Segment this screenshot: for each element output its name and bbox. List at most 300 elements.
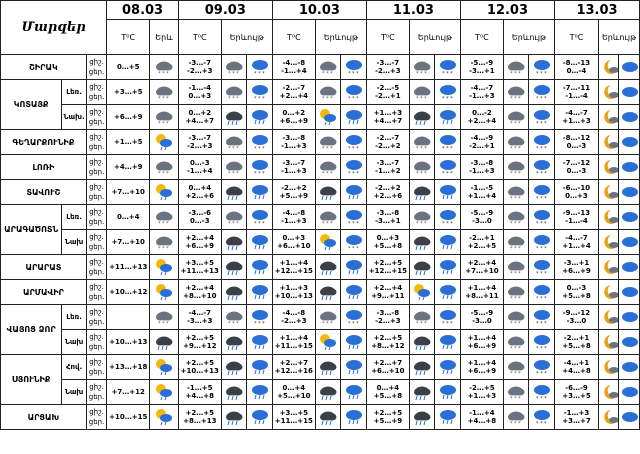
- temp-header: T⁰C: [366, 20, 409, 55]
- svg-text:* * *: * * *: [416, 171, 427, 176]
- svg-text:* * *: * * *: [347, 321, 359, 326]
- svg-text:* * *: * * *: [158, 221, 169, 226]
- cloud-snow-icon: [315, 155, 341, 180]
- svg-text:* * *: * * *: [253, 321, 265, 326]
- svg-text:* * *: * * *: [510, 246, 521, 251]
- table-row: [1, 155, 640, 180]
- day-night-label: [86, 255, 106, 280]
- temperature-cell: 0…+4: [107, 205, 150, 230]
- temperature-cell: 0…+5: [107, 55, 150, 80]
- svg-text:* * *: * * *: [347, 246, 359, 251]
- rain-icon: [435, 105, 461, 130]
- svg-text:* * *: * * *: [535, 71, 547, 76]
- region-name: ՏԱՎՈՒՇ: [1, 180, 87, 205]
- temperature-cell: +2…+5 +9…+12: [178, 330, 221, 355]
- snow-icon: [529, 55, 555, 80]
- phen-header: Երևույթ: [221, 20, 272, 55]
- day-night-label: [86, 55, 106, 80]
- svg-text:* * *: * * *: [510, 321, 521, 326]
- cloud-snow-icon: [150, 55, 179, 80]
- svg-text:* * *: * * *: [441, 71, 453, 76]
- cloud-snow-icon: [221, 305, 247, 330]
- svg-text:* * *: * * *: [347, 146, 359, 151]
- table-row: [1, 255, 640, 280]
- rain-icon: [247, 230, 273, 255]
- region-name: ԱՐԱԳԱԾՈՏՆ: [1, 205, 62, 255]
- cloud-snow-icon: [503, 155, 529, 180]
- temperature-cell: -2…+2 +5…+9: [272, 180, 315, 205]
- temperature-cell: -2…-7 +2…+4: [272, 80, 315, 105]
- snow-icon: [247, 205, 273, 230]
- day-night-label: [86, 155, 106, 180]
- svg-text:* * *: * * *: [510, 71, 521, 76]
- cloud-snow-icon: [221, 205, 247, 230]
- temperature-cell: -3…+1 +6…+9: [555, 255, 599, 280]
- temperature-cell: -3…-7 -2…+3: [366, 55, 409, 80]
- region-name: ԱՐՑԱԽ: [1, 405, 87, 430]
- svg-text:* * *: * * *: [510, 221, 521, 226]
- svg-text:* * *: * * *: [158, 321, 169, 326]
- day-label: ցիշ.: [89, 83, 104, 91]
- rain-icon: [341, 255, 367, 280]
- snow-icon: [529, 130, 555, 155]
- svg-text:* * *: * * *: [510, 396, 521, 401]
- svg-text:* * *: * * *: [347, 96, 359, 101]
- region-name: ՇԻՐԱԿ: [1, 55, 87, 80]
- temperature-cell: -3…-8 -3…+1: [366, 205, 409, 230]
- sun-cloud-icon: [150, 180, 179, 205]
- sun-cloud-icon: [150, 280, 179, 305]
- snow-icon: [247, 305, 273, 330]
- cloud-snow-icon: [150, 80, 179, 105]
- table-row: [1, 280, 640, 305]
- cloud-rain-icon: [409, 255, 435, 280]
- temp-header: T⁰C: [272, 20, 315, 55]
- cloud-snow-icon: [315, 130, 341, 155]
- phen-header: Երևույթ: [315, 20, 366, 55]
- table-row: [1, 130, 640, 155]
- rain-icon: [435, 280, 461, 305]
- svg-text:* * *: * * *: [535, 321, 547, 326]
- moon-icon: [598, 105, 618, 130]
- svg-text:* * *: * * *: [416, 221, 427, 226]
- table-row: [1, 305, 640, 330]
- temperature-cell: -8…-12 0…-3: [555, 130, 599, 155]
- moon-icon: [598, 155, 618, 180]
- temperature-cell: -3…-7 -1…+3: [272, 155, 315, 180]
- svg-text:* * *: * * *: [441, 221, 453, 226]
- temperature-cell: -6…-9 +3…+5: [555, 380, 599, 405]
- table-row: [1, 380, 640, 405]
- snow-icon: [247, 80, 273, 105]
- temperature-cell: [107, 305, 150, 330]
- cloud-snow-icon: [315, 305, 341, 330]
- temperature-cell: -5…-9 -3…+1: [460, 55, 503, 80]
- cloud-rain-icon: [150, 330, 179, 355]
- svg-text:* * *: * * *: [158, 71, 169, 76]
- svg-text:* * *: * * *: [228, 96, 239, 101]
- svg-text:* * *: * * *: [158, 171, 169, 176]
- svg-text:* * *: * * *: [535, 221, 547, 226]
- region-name: ԳԵՂԱՐՔՈՒՆԻՔ: [1, 130, 87, 155]
- svg-text:* * *: * * *: [416, 146, 427, 151]
- temperature-cell: -5…-9 -3…0: [460, 205, 503, 230]
- svg-text:* * *: * * *: [535, 146, 547, 151]
- cloud-snow-icon: [150, 305, 179, 330]
- temperature-cell: -2…-5 -2…+1: [366, 80, 409, 105]
- day-label: ցիշ.: [89, 258, 104, 266]
- cloud-icon: [619, 205, 640, 230]
- day-label: ցիշ.: [89, 383, 104, 391]
- temperature-cell: 0…+3 +5…+8: [366, 230, 409, 255]
- temperature-cell: 0…+2 +4…+7: [178, 105, 221, 130]
- cloud-snow-icon: [503, 130, 529, 155]
- temperature-cell: +1…+4 +8…+11: [460, 280, 503, 305]
- day-label: ցիշ.: [89, 108, 104, 116]
- svg-text:* * *: * * *: [441, 321, 453, 326]
- rain-icon: [341, 105, 367, 130]
- svg-text:* * *: * * *: [441, 146, 453, 151]
- temperature-cell: +2…+4 +9…+11: [366, 280, 409, 305]
- day-label: ցիշ.: [89, 58, 104, 66]
- cloud-rain-icon: [409, 105, 435, 130]
- region-name: ՎԱՅՈՑ ՁՈՐ: [1, 305, 62, 355]
- svg-text:* * *: * * *: [253, 96, 265, 101]
- moon-icon: [598, 230, 618, 255]
- snow-icon: [529, 180, 555, 205]
- header-title: Մարզեր: [1, 1, 107, 55]
- cloud-snow-icon: [409, 130, 435, 155]
- cloud-icon: [619, 130, 640, 155]
- cloud-icon: [619, 380, 640, 405]
- cloud-snow-icon: [221, 130, 247, 155]
- cloud-icon: [619, 305, 640, 330]
- temperature-cell: +2…+7 +6…+10: [366, 355, 409, 380]
- cloud-snow-icon: [503, 230, 529, 255]
- svg-text:* * *: * * *: [228, 71, 239, 76]
- snow-icon: [435, 80, 461, 105]
- temperature-cell: +1…+5: [107, 130, 150, 155]
- cloud-rain-icon: [409, 180, 435, 205]
- temperature-cell: 0…-3 +5…+8: [555, 280, 599, 305]
- temperature-cell: -4…-7 +1…+4: [555, 230, 599, 255]
- region-subzone: Լեռ.: [62, 305, 87, 330]
- rain-icon: [435, 255, 461, 280]
- snow-icon: [341, 230, 367, 255]
- night-label: ցեր.: [88, 68, 105, 76]
- svg-text:* * *: * * *: [510, 96, 521, 101]
- svg-text:* * *: * * *: [322, 71, 333, 76]
- svg-text:* * *: * * *: [253, 221, 265, 226]
- snow-icon: [247, 155, 273, 180]
- temperature-cell: -4…-8 -1…+4: [272, 55, 315, 80]
- svg-text:* * *: * * *: [347, 171, 359, 176]
- cloud-snow-icon: [315, 80, 341, 105]
- moon-icon: [598, 130, 618, 155]
- snow-icon: [341, 80, 367, 105]
- svg-text:* * *: * * *: [322, 96, 333, 101]
- night-label: ցեր.: [88, 318, 105, 326]
- night-label: ցեր.: [88, 118, 105, 126]
- snow-icon: [529, 80, 555, 105]
- temperature-cell: +10…+15: [107, 405, 150, 430]
- svg-text:* * *: * * *: [510, 271, 521, 276]
- table-row: [1, 230, 640, 255]
- night-label: ցեր.: [88, 293, 105, 301]
- svg-text:* * *: * * *: [510, 421, 521, 426]
- snow-icon: [247, 130, 273, 155]
- svg-text:* * *: * * *: [510, 346, 521, 351]
- moon-icon: [598, 180, 618, 205]
- svg-text:* * *: * * *: [510, 196, 521, 201]
- temperature-cell: -9…-13 -1…-4: [555, 205, 599, 230]
- date-3: 11.03: [366, 1, 460, 20]
- day-label: ցիշ.: [89, 183, 104, 191]
- phen-header: Երևույթ: [598, 20, 639, 55]
- day-label: ցիշ.: [89, 308, 104, 316]
- rain-icon: [341, 180, 367, 205]
- svg-text:* * *: * * *: [535, 271, 547, 276]
- cloud-snow-icon: [409, 55, 435, 80]
- cloud-snow-icon: [503, 330, 529, 355]
- cloud-rain-icon: [409, 380, 435, 405]
- svg-text:* * *: * * *: [158, 121, 169, 126]
- cloud-snow-icon: [503, 355, 529, 380]
- svg-text:* * *: * * *: [322, 321, 333, 326]
- svg-text:* * *: * * *: [510, 371, 521, 376]
- region-name: ԱՐԱՐԱՏ: [1, 255, 87, 280]
- rain-icon: [247, 255, 273, 280]
- temperature-cell: -1…-4 0…+3: [178, 80, 221, 105]
- snow-icon: [529, 155, 555, 180]
- table-row: [1, 105, 640, 130]
- svg-text:* * *: * * *: [510, 171, 521, 176]
- moon-icon: [598, 280, 618, 305]
- night-label: ցեր.: [88, 143, 105, 151]
- temperature-cell: +1…+4 +6…+9: [460, 355, 503, 380]
- snow-icon: [529, 355, 555, 380]
- temperature-cell: -1…+5 +4…+8: [178, 380, 221, 405]
- temp-header: T⁰C: [107, 20, 150, 55]
- night-label: ցեր.: [88, 243, 105, 251]
- snow-icon: [341, 305, 367, 330]
- temperature-cell: -5…-9 -3…0: [460, 305, 503, 330]
- svg-text:* * *: * * *: [228, 221, 239, 226]
- temperature-cell: 0…-2 +2…+4: [460, 105, 503, 130]
- cloud-snow-icon: [409, 305, 435, 330]
- temperature-cell: +2…+5 +8…+12: [366, 330, 409, 355]
- svg-text:* * *: * * *: [510, 296, 521, 301]
- sun-cloud-icon: [150, 130, 179, 155]
- temperature-cell: -4…-9 -2…+1: [460, 130, 503, 155]
- rain-icon: [435, 230, 461, 255]
- cloud-snow-icon: [503, 55, 529, 80]
- temperature-cell: +13…+18: [107, 355, 150, 380]
- svg-text:* * *: * * *: [535, 171, 547, 176]
- temperature-cell: -4…-7 -3…+3: [178, 305, 221, 330]
- svg-text:* * *: * * *: [158, 96, 169, 101]
- rain-icon: [247, 105, 273, 130]
- date-5: 13.03: [555, 1, 640, 20]
- snow-icon: [529, 255, 555, 280]
- night-label: ցեր.: [88, 368, 105, 376]
- cloud-icon: [619, 180, 640, 205]
- moon-icon: [598, 205, 618, 230]
- date-2: 10.03: [272, 1, 366, 20]
- cloud-icon: [619, 230, 640, 255]
- temperature-cell: +6…+9: [107, 105, 150, 130]
- cloud-rain-icon: [315, 180, 341, 205]
- temperature-cell: -4…-7 -1…+3: [460, 80, 503, 105]
- temperature-cell: -4…-8 -1…+3: [272, 205, 315, 230]
- snow-icon: [341, 55, 367, 80]
- region-subzone: Նախ: [62, 230, 87, 255]
- rain-icon: [341, 355, 367, 380]
- temperature-cell: -3…-8 -2…+3: [366, 305, 409, 330]
- temperature-cell: -3…-8 -1…+3: [272, 130, 315, 155]
- temperature-cell: +2…+7 +12…+16: [272, 355, 315, 380]
- cloud-rain-icon: [409, 230, 435, 255]
- cloud-icon: [619, 80, 640, 105]
- temperature-cell: -7…-11 -1…-4: [555, 80, 599, 105]
- cloud-snow-icon: [221, 55, 247, 80]
- sun-cloud-icon: [150, 380, 179, 405]
- temperature-cell: +7…+10: [107, 180, 150, 205]
- temperature-cell: 0…+4 +5…+10: [272, 380, 315, 405]
- rain-icon: [247, 355, 273, 380]
- cloud-icon: [619, 155, 640, 180]
- day-night-label: [86, 330, 106, 355]
- cloud-icon: [619, 55, 640, 80]
- cloud-rain-icon: [221, 355, 247, 380]
- day-label: ցիշ.: [89, 408, 104, 416]
- moon-icon: [598, 255, 618, 280]
- moon-icon: [598, 80, 618, 105]
- phen-header: Երևույթ: [409, 20, 460, 55]
- table-row: [1, 355, 640, 380]
- moon-icon: [598, 330, 618, 355]
- temperature-cell: +1…+4 +6…+9: [460, 330, 503, 355]
- snow-icon: [529, 330, 555, 355]
- svg-text:* * *: * * *: [158, 246, 169, 251]
- sun-cloud-icon: [409, 280, 435, 305]
- temperature-cell: -2…+5 +1…+3: [460, 380, 503, 405]
- svg-text:* * *: * * *: [535, 96, 547, 101]
- day-night-label: [86, 230, 106, 255]
- sun-cloud-icon: [315, 330, 341, 355]
- svg-text:* * *: * * *: [535, 346, 547, 351]
- cloud-snow-icon: [503, 405, 529, 430]
- day-night-label: [86, 105, 106, 130]
- cloud-snow-icon: [503, 380, 529, 405]
- cloud-rain-icon: [221, 230, 247, 255]
- date-0: 08.03: [107, 1, 179, 20]
- svg-text:* * *: * * *: [253, 171, 265, 176]
- temperature-cell: +2…+5 +8…+13: [178, 405, 221, 430]
- temperature-cell: -3…-7 -2…+3: [178, 55, 221, 80]
- cloud-rain-icon: [221, 405, 247, 430]
- day-night-label: [86, 355, 106, 380]
- snow-icon: [435, 55, 461, 80]
- svg-text:* * *: * * *: [535, 296, 547, 301]
- rain-icon: [341, 405, 367, 430]
- svg-text:* * *: * * *: [347, 71, 359, 76]
- cloud-snow-icon: [409, 80, 435, 105]
- snow-icon: [341, 155, 367, 180]
- cloud-snow-icon: [221, 155, 247, 180]
- temperature-cell: +10…+12: [107, 280, 150, 305]
- svg-text:* * *: * * *: [228, 146, 239, 151]
- svg-text:* * *: * * *: [535, 121, 547, 126]
- rain-icon: [435, 355, 461, 380]
- temperature-cell: -9…-12 -3…0: [555, 305, 599, 330]
- cloud-icon: [619, 280, 640, 305]
- phen-header: Երևույթ: [503, 20, 554, 55]
- svg-text:* * *: * * *: [441, 171, 453, 176]
- cloud-snow-icon: [503, 280, 529, 305]
- temperature-cell: -2…-7 -2…+2: [366, 130, 409, 155]
- temperature-cell: 0…+2 +6…+9: [272, 105, 315, 130]
- temperature-cell: +1…+4 +12…+15: [272, 255, 315, 280]
- cloud-snow-icon: [503, 305, 529, 330]
- region-subzone: Լեռ.: [62, 80, 87, 105]
- night-label: ցեր.: [88, 343, 105, 351]
- moon-icon: [598, 380, 618, 405]
- cloud-icon: [619, 105, 640, 130]
- day-label: ցիշ.: [89, 158, 104, 166]
- svg-text:* * *: * * *: [253, 71, 265, 76]
- temperature-cell: -3…-7 -1…+2: [366, 155, 409, 180]
- cloud-snow-icon: [315, 205, 341, 230]
- temperature-cell: -2…+1 +5…+8: [555, 330, 599, 355]
- rain-icon: [435, 405, 461, 430]
- svg-text:* * *: * * *: [322, 221, 333, 226]
- snow-icon: [529, 280, 555, 305]
- temperature-cell: +4…+9: [107, 155, 150, 180]
- day-night-label: [86, 380, 106, 405]
- temperature-cell: +2…+4 +8…+10: [178, 280, 221, 305]
- cloud-snow-icon: [503, 180, 529, 205]
- svg-text:* * *: * * *: [416, 321, 427, 326]
- sun-cloud-icon: [315, 230, 341, 255]
- region-subzone: Նախ.: [62, 105, 87, 130]
- svg-text:* * *: * * *: [441, 96, 453, 101]
- cloud-rain-icon: [409, 405, 435, 430]
- temperature-cell: +2…+5 +12…+15: [366, 255, 409, 280]
- day-label: ցիշ.: [89, 208, 104, 216]
- day-night-label: [86, 80, 106, 105]
- temperature-cell: -4…-8 -2…+3: [272, 305, 315, 330]
- region-name: ԱՐՄԱՎԻՐ: [1, 280, 87, 305]
- cloud-snow-icon: [150, 155, 179, 180]
- snow-icon: [529, 305, 555, 330]
- rain-icon: [435, 380, 461, 405]
- cloud-snow-icon: [503, 105, 529, 130]
- cloud-rain-icon: [221, 105, 247, 130]
- date-1: 09.03: [178, 1, 272, 20]
- cloud-rain-icon: [409, 355, 435, 380]
- svg-text:* * *: * * *: [253, 146, 265, 151]
- snow-icon: [529, 105, 555, 130]
- cloud-icon: [619, 255, 640, 280]
- temp-header: T⁰C: [555, 20, 599, 55]
- region-subzone: Նախ: [62, 330, 87, 355]
- rain-icon: [247, 330, 273, 355]
- temperature-cell: +2…+4 +7…+10: [460, 255, 503, 280]
- temperature-cell: +2…+5 +10…+13: [178, 355, 221, 380]
- snow-icon: [435, 205, 461, 230]
- temperature-cell: -3…-6 0…-3: [178, 205, 221, 230]
